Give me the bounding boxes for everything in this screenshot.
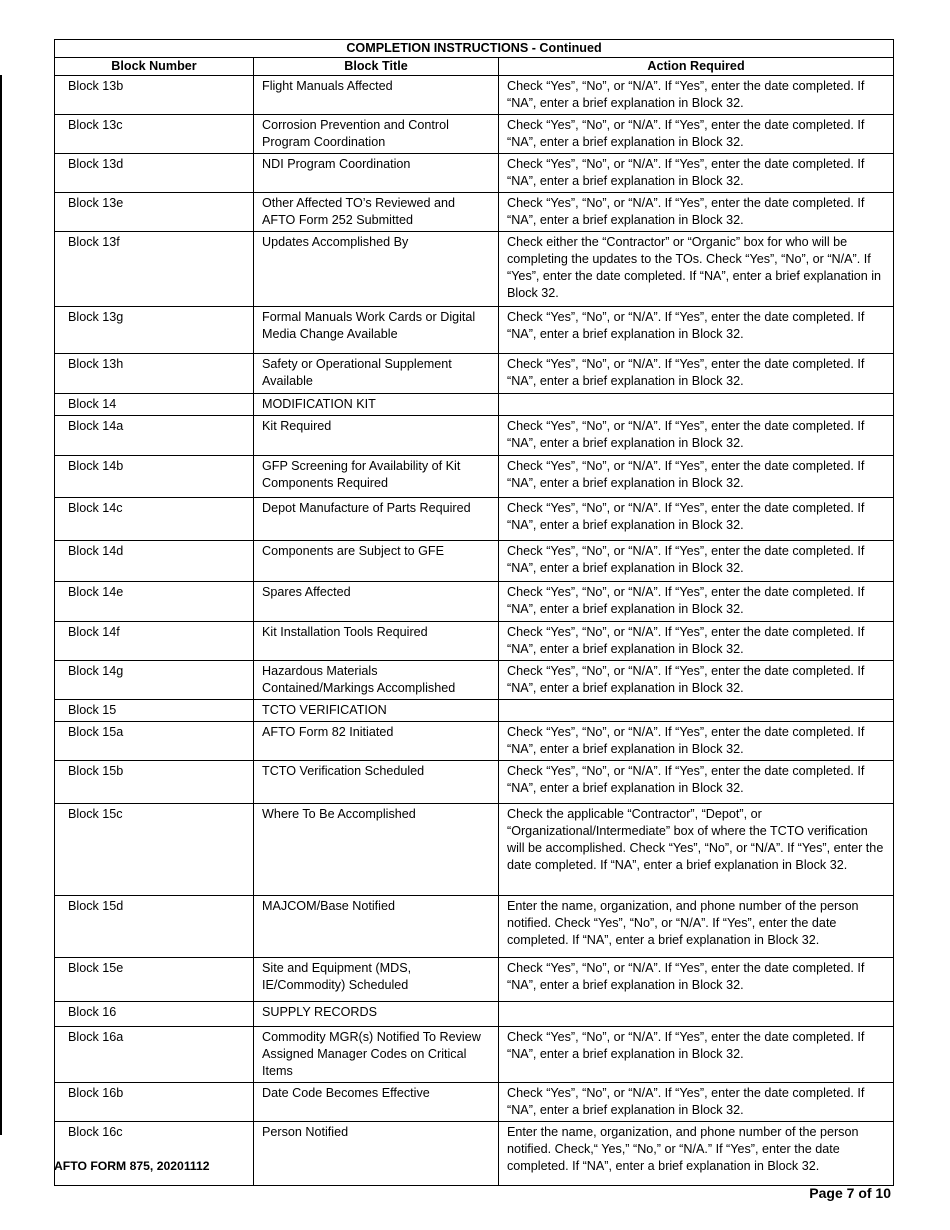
action-required-cell: Check either the “Contractor” or “Organic” box for who will be completing the updates to the TOs. Check “Yes”, “No”, or “N/A”. If “Yes”, enter the date completed. If “NA”, enter a brief explanation in Block 32. [499,232,894,307]
block-number-cell: Block 16b [55,1083,254,1122]
block-title-cell: Flight Manuals Affected [254,76,499,115]
block-title-cell: Site and Equipment (MDS, IE/Commodity) Scheduled [254,958,499,1002]
block-number-cell: Block 13h [55,354,254,394]
table-row [55,700,894,722]
block-title-cell: Safety or Operational Supplement Available [254,354,499,394]
table-row [55,307,894,354]
table-row [55,896,894,958]
table-row [55,456,894,498]
action-required-cell: Check “Yes”, “No”, or “N/A”. If “Yes”, enter the date completed. If “NA”, enter a brief explanation in Block 32. [499,661,894,700]
table-row [55,1122,894,1186]
action-required-cell: Check “Yes”, “No”, or “N/A”. If “Yes”, enter the date completed. If “NA”, enter a brief explanation in Block 32. [499,582,894,622]
block-title-cell: NDI Program Coordination [254,154,499,193]
block-title-cell: TCTO VERIFICATION [254,700,499,722]
block-title-cell: Formal Manuals Work Cards or Digital Media Change Available [254,307,499,354]
table-row [55,722,894,761]
block-number-cell: Block 14e [55,582,254,622]
action-required-cell: Check “Yes”, “No”, or “N/A”. If “Yes”, enter the date completed. If “NA”, enter a brief explanation in Block 32. [499,498,894,541]
block-title-cell: MAJCOM/Base Notified [254,896,499,958]
table-row [55,1027,894,1083]
block-title-cell: Kit Required [254,416,499,456]
table-row [55,622,894,661]
block-title-cell: Kit Installation Tools Required [254,622,499,661]
block-title-cell: Depot Manufacture of Parts Required [254,498,499,541]
block-title-cell: Date Code Becomes Effective [254,1083,499,1122]
action-required-cell [499,394,894,416]
action-required-cell: Check “Yes”, “No”, or “N/A”. If “Yes”, enter the date completed. If “NA”, enter a brief explanation in Block 32. [499,722,894,761]
table-row [55,354,894,394]
block-title-cell: Where To Be Accomplished [254,804,499,896]
action-required-cell: Check “Yes”, “No”, or “N/A”. If “Yes”, enter the date completed. If “NA”, enter a brief explanation in Block 32. [499,456,894,498]
action-required-cell: Check “Yes”, “No”, or “N/A”. If “Yes”, enter the date completed. If “NA”, enter a brief explanation in Block 32. [499,354,894,394]
table-row [55,154,894,193]
block-number-cell: Block 15a [55,722,254,761]
action-required-cell: Check “Yes”, “No”, or “N/A”. If “Yes”, enter the date completed. If “NA”, enter a brief explanation in Block 32. [499,416,894,456]
block-number-cell: Block 14d [55,541,254,582]
table-row [55,193,894,232]
block-number-cell: Block 15b [55,761,254,804]
block-number-cell: Block 16c [55,1122,254,1186]
action-required-cell: Check “Yes”, “No”, or “N/A”. If “Yes”, enter the date completed. If “NA”, enter a brief explanation in Block 32. [499,541,894,582]
block-number-cell: Block 14c [55,498,254,541]
block-title-cell: Person Notified [254,1122,499,1186]
block-number-cell: Block 15e [55,958,254,1002]
block-title-cell: Other Affected TO’s Reviewed and AFTO Form 252 Submitted [254,193,499,232]
table-caption: COMPLETION INSTRUCTIONS - Continued [55,40,894,58]
block-number-cell: Block 13f [55,232,254,307]
block-number-cell: Block 14g [55,661,254,700]
table-row [55,761,894,804]
action-required-cell: Check “Yes”, “No”, or “N/A”. If “Yes”, enter the date completed. If “NA”, enter a brief explanation in Block 32. [499,154,894,193]
block-title-cell: SUPPLY RECORDS [254,1002,499,1027]
block-number-cell: Block 13c [55,115,254,154]
table-row [55,661,894,700]
action-required-cell: Check the applicable “Contractor”, “Depot”, or “Organizational/Intermediate” box of where the TCTO verification will be accomplished. Check “Yes”, “No”, or “N/A”. If “Yes”, enter the date completed. If “NA”, enter a brief explanation in Block 32. [499,804,894,896]
block-title-cell: Updates Accomplished By [254,232,499,307]
header-action-required: Action Required [499,58,894,76]
table-row [55,1083,894,1122]
block-number-cell: Block 15d [55,896,254,958]
block-number-cell: Block 13e [55,193,254,232]
header-block-title: Block Title [254,58,499,76]
block-number-cell: Block 16 [55,1002,254,1027]
action-required-cell [499,700,894,722]
block-number-cell: Block 13g [55,307,254,354]
block-title-cell: AFTO Form 82 Initiated [254,722,499,761]
block-number-cell: Block 15 [55,700,254,722]
action-required-cell: Check “Yes”, “No”, or “N/A”. If “Yes”, enter the date completed. If “NA”, enter a brief explanation in Block 32. [499,115,894,154]
left-margin-bar [0,75,2,1135]
block-title-cell: Corrosion Prevention and Control Program Coordination [254,115,499,154]
table-row [55,498,894,541]
form-identifier: AFTO FORM 875, 20201112 [54,1159,210,1173]
action-required-cell: Check “Yes”, “No”, or “N/A”. If “Yes”, enter the date completed. If “NA”, enter a brief explanation in Block 32. [499,958,894,1002]
action-required-cell: Check “Yes”, “No”, or “N/A”. If “Yes”, enter the date completed. If “NA”, enter a brief explanation in Block 32. [499,1083,894,1122]
action-required-cell: Check “Yes”, “No”, or “N/A”. If “Yes”, enter the date completed. If “NA”, enter a brief explanation in Block 32. [499,76,894,115]
block-number-cell: Block 13b [55,76,254,115]
block-title-cell: Commodity MGR(s) Notified To Review Assigned Manager Codes on Critical Items [254,1027,499,1083]
block-number-cell: Block 14a [55,416,254,456]
table-row [55,76,894,115]
action-required-cell: Check “Yes”, “No”, or “N/A”. If “Yes”, enter the date completed. If “NA”, enter a brief explanation in Block 32. [499,307,894,354]
table-row [55,1002,894,1027]
action-required-cell: Enter the name, organization, and phone number of the person notified. Check,“ Yes,” “No,” or “N/A.” If “Yes”, enter the date completed. If “NA”, enter a brief explanation in Block 32. [499,1122,894,1186]
block-title-cell: Spares Affected [254,582,499,622]
block-title-cell: Components are Subject to GFE [254,541,499,582]
block-number-cell: Block 14 [55,394,254,416]
block-title-cell: GFP Screening for Availability of Kit Components Required [254,456,499,498]
table-row [55,394,894,416]
table-row [55,115,894,154]
action-required-cell [499,1002,894,1027]
action-required-cell: Check “Yes”, “No”, or “N/A”. If “Yes”, enter the date completed. If “NA”, enter a brief explanation in Block 32. [499,193,894,232]
action-required-cell: Check “Yes”, “No”, or “N/A”. If “Yes”, enter the date completed. If “NA”, enter a brief explanation in Block 32. [499,761,894,804]
completion-instructions-table [54,39,894,1186]
block-title-cell: TCTO Verification Scheduled [254,761,499,804]
table-row [55,232,894,307]
table-row [55,804,894,896]
table-row [55,958,894,1002]
block-title-cell: Hazardous Materials Contained/Markings Accomplished [254,661,499,700]
block-title-cell: MODIFICATION KIT [254,394,499,416]
action-required-cell: Check “Yes”, “No”, or “N/A”. If “Yes”, enter the date completed. If “NA”, enter a brief explanation in Block 32. [499,622,894,661]
page-number: Page 7 of 10 [809,1185,891,1201]
table-row [55,416,894,456]
table-row [55,541,894,582]
block-number-cell: Block 14b [55,456,254,498]
block-number-cell: Block 13d [55,154,254,193]
action-required-cell: Check “Yes”, “No”, or “N/A”. If “Yes”, enter the date completed. If “NA”, enter a brief explanation in Block 32. [499,1027,894,1083]
block-number-cell: Block 14f [55,622,254,661]
block-number-cell: Block 16a [55,1027,254,1083]
header-block-number: Block Number [55,58,254,76]
action-required-cell: Enter the name, organization, and phone number of the person notified. Check “Yes”, “No”, or “N/A”. If “Yes”, enter the date completed. If “NA”, enter a brief explanation in Block 32. [499,896,894,958]
table-row [55,582,894,622]
block-number-cell: Block 15c [55,804,254,896]
